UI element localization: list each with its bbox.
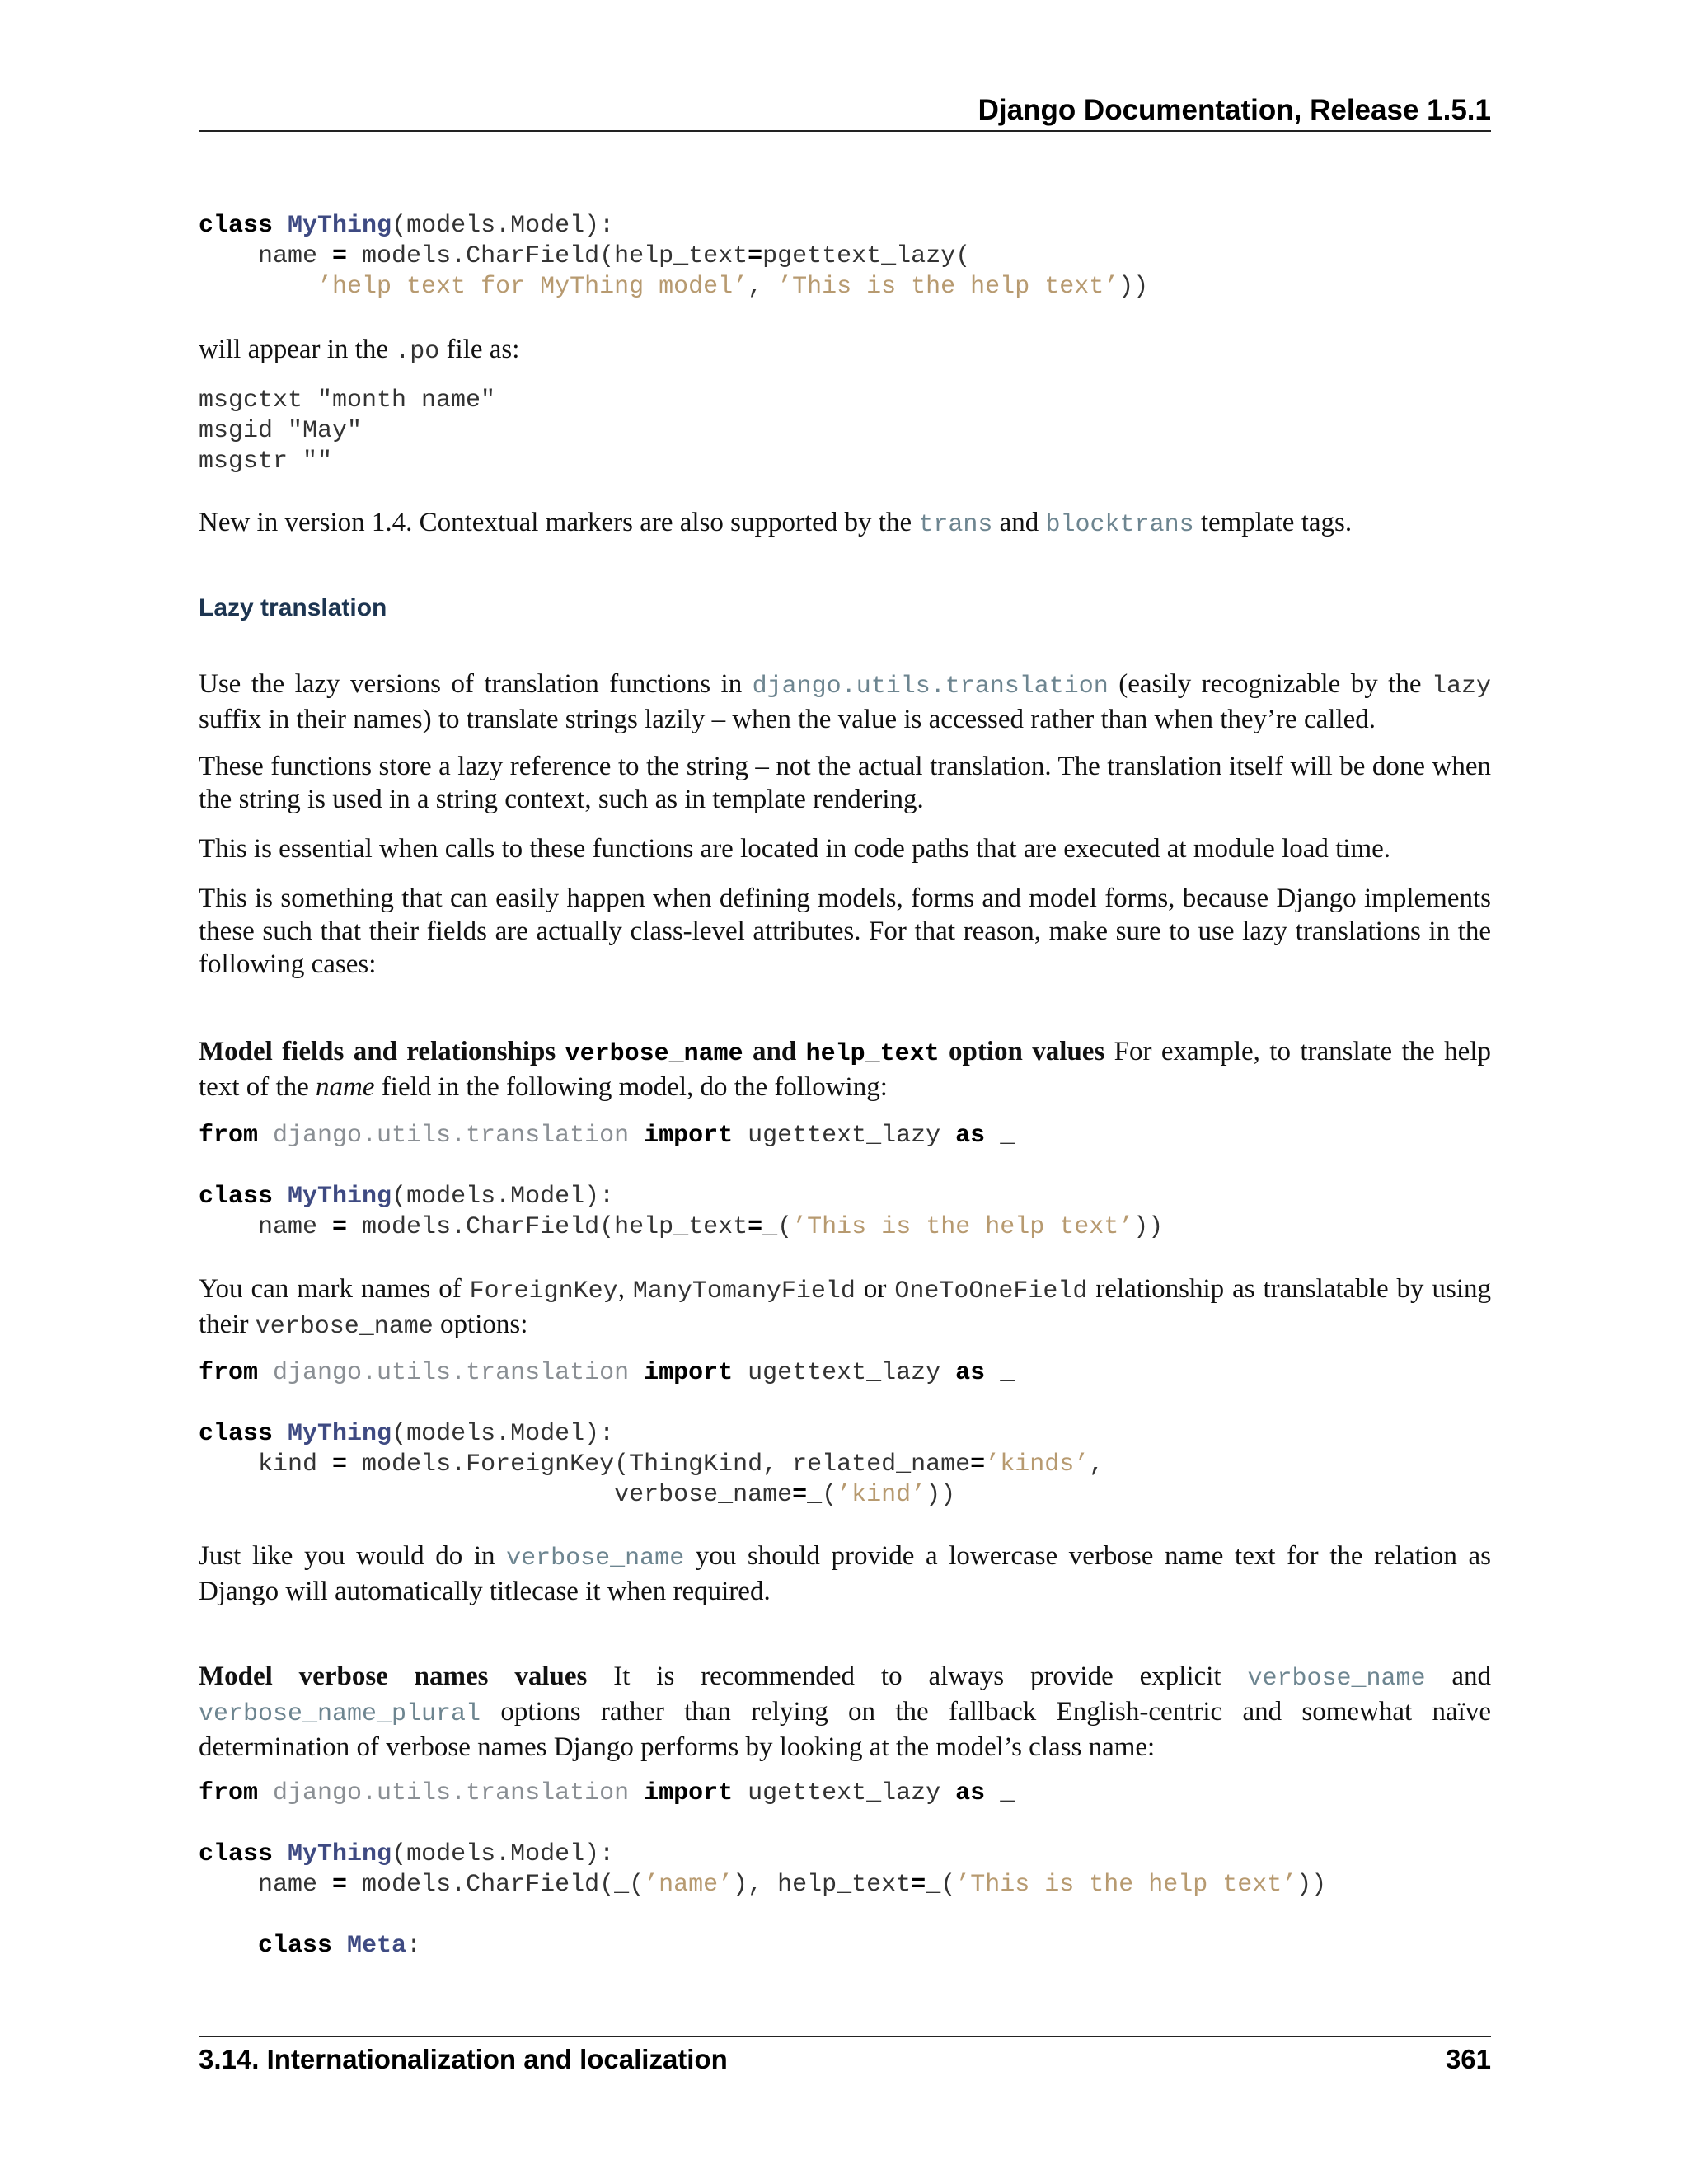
text: template tags.: [1193, 508, 1353, 537]
code-keyword: as: [955, 1779, 986, 1807]
text: New in version 1.4. Contextual markers are also supported by the: [199, 508, 919, 537]
inline-code: OneToOneField: [894, 1277, 1088, 1305]
code-operator: =: [748, 1213, 763, 1241]
code-block-help-text: [199, 1121, 1163, 1243]
code-text: [199, 1932, 258, 1960]
code-block-po: msgctxt "month name" msgid "May" msgstr "": [199, 387, 496, 476]
code-module: django.utils.translation: [258, 1779, 645, 1807]
code-text: (models.Model):: [392, 1840, 615, 1868]
paragraph-po-file: [199, 333, 1491, 368]
run-in-heading: and: [743, 1037, 806, 1066]
inline-code: verbose_name: [255, 1313, 434, 1341]
code-string: ’kind’: [837, 1481, 926, 1509]
page-number: 361: [1445, 2044, 1491, 2074]
code-keyword: from: [199, 1359, 259, 1387]
code-class-name: MyThing: [288, 1183, 392, 1211]
code-keyword: as: [955, 1122, 986, 1150]
code-text: _(: [926, 1871, 956, 1899]
text: and: [1425, 1661, 1491, 1691]
inline-code: help_text: [805, 1040, 940, 1068]
inline-code: ManyTomanyField: [632, 1277, 856, 1305]
code-string: ’kinds’: [985, 1451, 1090, 1479]
paragraph-foreign-key: [199, 1272, 1491, 1343]
link-verbose-name[interactable]: verbose_name: [1247, 1665, 1426, 1693]
code-text: )): [1296, 1871, 1327, 1899]
inline-code: verbose_name: [565, 1040, 743, 1068]
code-operator: =: [332, 1213, 348, 1241]
code-string: ’This is the help text’: [955, 1871, 1297, 1899]
link-trans[interactable]: trans: [918, 511, 993, 539]
code-text: ugettext_lazy: [733, 1779, 956, 1807]
code-class-name: Meta: [347, 1932, 407, 1960]
inline-code: lazy: [1431, 673, 1491, 701]
code-text: )): [1133, 1213, 1164, 1241]
code-string: ’name’: [644, 1871, 734, 1899]
code-keyword: class: [199, 1420, 274, 1448]
text: Just like you would do in: [199, 1541, 507, 1571]
code-operator: =: [970, 1451, 986, 1479]
code-keyword: from: [199, 1122, 259, 1150]
section-heading-lazy-translation: Lazy translation: [199, 594, 387, 621]
code-text: name: [199, 242, 333, 270]
code-keyword: class: [199, 212, 274, 240]
text: field in the following model, do the following:: [374, 1072, 888, 1102]
text: ,: [617, 1274, 633, 1304]
code-text: pgettext_lazy(: [762, 242, 971, 270]
inline-code: ForeignKey: [469, 1277, 618, 1305]
footer-rule: [199, 2036, 1491, 2037]
code-keyword: from: [199, 1779, 259, 1807]
code-text: models.CharField(help_text: [347, 1213, 748, 1241]
text: (easily recognizable by the: [1108, 669, 1432, 699]
code-text: )): [926, 1481, 956, 1509]
code-class-name: MyThing: [288, 1420, 392, 1448]
link-verbose-name[interactable]: verbose_name: [506, 1544, 685, 1572]
paragraph-lazy-reference: These functions store a lazy reference to the string – not the actual translation. The translation itself will be done when the string is used in a string context, such as in template rendering.: [199, 752, 1491, 814]
text: You can mark names of: [199, 1274, 470, 1304]
code-operator: =: [332, 242, 348, 270]
code-text: (models.Model):: [392, 212, 615, 240]
run-in-heading: option values: [939, 1037, 1105, 1066]
run-in-heading: Model fields and relationships: [199, 1037, 565, 1066]
code-string: ’This is the help text’: [777, 273, 1119, 301]
code-text: (models.Model):: [392, 1183, 615, 1211]
code-keyword: class: [199, 1840, 274, 1868]
header-rule: [199, 130, 1491, 132]
inline-code: .po: [395, 338, 440, 366]
code-class-name: MyThing: [288, 1840, 392, 1868]
running-header: Django Documentation, Release 1.5.1: [978, 94, 1491, 126]
code-text: [199, 273, 317, 301]
code-operator: =: [332, 1451, 348, 1479]
footer-section-title: 3.14. Internationalization and localization: [199, 2044, 728, 2074]
paragraph-essential: This is essential when calls to these functions are located in code paths that are executed at module load time.: [199, 834, 1391, 864]
code-text: :: [406, 1932, 422, 1960]
code-text: (models.Model):: [392, 1420, 615, 1448]
paragraph-defining-models: This is something that can easily happen when defining models, forms and model forms, because Django implements these such that their fields are actually class-level attributes. For that reason, make sure to use lazy translations in the following cases:: [199, 883, 1491, 979]
code-operator: =: [332, 1871, 348, 1899]
text: options rather than relying on the fallback English-centric and somewhat naïve determination of verbose names Django performs by looking at the model’s class name:: [199, 1697, 1491, 1762]
code-keyword: class: [258, 1932, 333, 1960]
text: file as:: [439, 335, 520, 364]
code-keyword: import: [644, 1779, 734, 1807]
text: It is recommended to always provide explicit: [587, 1661, 1248, 1691]
code-text: ,: [748, 273, 778, 301]
code-keyword: as: [955, 1359, 986, 1387]
paragraph-just-like: [199, 1540, 1491, 1608]
code-text: models.CharField(help_text: [347, 242, 748, 270]
text: and: [992, 508, 1046, 537]
link-verbose-name-plural[interactable]: verbose_name_plural: [199, 1700, 481, 1728]
code-text: _: [985, 1779, 1015, 1807]
code-keyword: class: [199, 1183, 274, 1211]
run-in-heading: Model verbose names values: [199, 1661, 588, 1691]
text: will appear in the: [199, 335, 396, 364]
code-class-name: MyThing: [288, 212, 392, 240]
text: suffix in their names) to translate strings lazily – when the value is accessed rather than when they’re called.: [199, 705, 1376, 734]
code-operator: =: [792, 1481, 808, 1509]
paragraph-lazy-versions: [199, 668, 1491, 736]
link-blocktrans[interactable]: blocktrans: [1045, 511, 1194, 539]
code-text: _(: [807, 1481, 837, 1509]
code-text: kind: [199, 1451, 333, 1479]
code-text: _(: [762, 1213, 793, 1241]
code-text: ), help_text: [733, 1871, 912, 1899]
code-text: models.CharField(_(: [347, 1871, 645, 1899]
paragraph-new-in-version: [199, 506, 1491, 541]
code-text: ugettext_lazy: [733, 1122, 956, 1150]
code-operator: =: [748, 242, 763, 270]
text: For example, to translate the help text of the: [199, 1037, 1491, 1102]
emphasis: name: [316, 1072, 375, 1102]
code-module: django.utils.translation: [258, 1359, 645, 1387]
code-keyword: import: [644, 1122, 734, 1150]
code-text: models.ForeignKey(ThingKind, related_name: [347, 1451, 971, 1479]
code-string: ’This is the help text’: [792, 1213, 1134, 1241]
code-text: _: [985, 1122, 1015, 1150]
code-text: [332, 1932, 347, 1960]
code-block-foreign-key: [199, 1358, 1104, 1511]
text: relationship as translatable by using their: [199, 1274, 1491, 1339]
code-block-verbose-names: [199, 1779, 1326, 1961]
code-block-mything-pgettext: [199, 211, 1148, 302]
code-operator: =: [911, 1871, 926, 1899]
code-text: ugettext_lazy: [733, 1359, 956, 1387]
code-text: verbose_name: [199, 1481, 793, 1509]
code-keyword: import: [644, 1359, 734, 1387]
paragraph-model-verbose-names: [199, 1660, 1491, 1764]
text: you should provide a lowercase verbose name text for the relation as Django will automatically titlecase it when required.: [199, 1541, 1491, 1606]
link-django-utils-translation[interactable]: django.utils.translation: [752, 673, 1109, 701]
code-string: ’help text for MyThing model’: [317, 273, 748, 301]
text: Use the lazy versions of translation functions in: [199, 669, 753, 699]
code-text: _: [985, 1359, 1015, 1387]
code-text: ,: [1089, 1451, 1104, 1479]
code-text: name: [199, 1213, 333, 1241]
code-text: )): [1118, 273, 1149, 301]
code-module: django.utils.translation: [258, 1122, 645, 1150]
text: or: [855, 1274, 895, 1304]
text: options:: [433, 1310, 528, 1339]
code-text: name: [199, 1871, 333, 1899]
paragraph-model-fields: [199, 1035, 1491, 1104]
